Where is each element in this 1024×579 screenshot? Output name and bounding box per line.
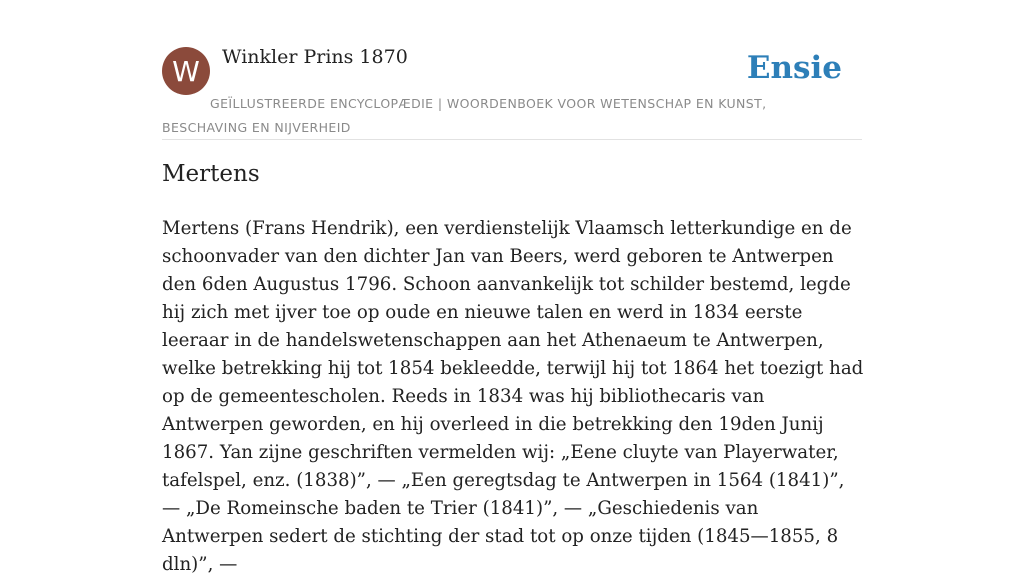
ensie-logo[interactable]: Ensie — [746, 50, 842, 86]
source-avatar[interactable]: W — [162, 47, 210, 95]
header-divider — [162, 139, 862, 140]
article-body: Mertens (Frans Hendrik), een verdienstelijk Vlaamsch letterkundige en de schoonvader van den dichter Jan van Beers, werd geboren te Antwerpen den 6den Augustus 1796. Schoon aanvankelijk tot schilder bestemd, legde hij zich met ijver toe op oude en nieuwe talen en werd in 1834 eerste leeraar in de handelswetenschappen aan het Athenaeum te Antwerpen, welke betrekking hij tot 1854 bekleedde, terwijl hij tot 1864 het toezigt had op de gemeentescholen. Reeds in 1834 was hij bibliothecaris van Antwerpen geworden, en hij overleed in die betrekking den 19den Junij 1867. Yan zijne geschriften vermelden wij: „Eene cluyte van Playerwater, tafelspel, enz. (1838)”, — „Een geregtsdag te Antwerpen in 1564 (1841)”, — „De Romeinsche baden te Trier (1841)”, — „Geschiedenis van Antwerpen sedert de stichting der stad tot op onze tijden (1845—1855, 8 dln)”, — — [162, 218, 864, 575]
source-subtitle: GEÏLLUSTREERDE ENCYCLOPÆDIE | WOORDENBOEK VOOR WETENSCHAP EN KUNST, BESCHAVING EN NIJVERHEID — [162, 96, 767, 135]
page-title: Mertens — [162, 161, 260, 187]
site-header — [162, 44, 862, 140]
source-title-link[interactable]: Winkler Prins 1870 — [222, 46, 408, 68]
